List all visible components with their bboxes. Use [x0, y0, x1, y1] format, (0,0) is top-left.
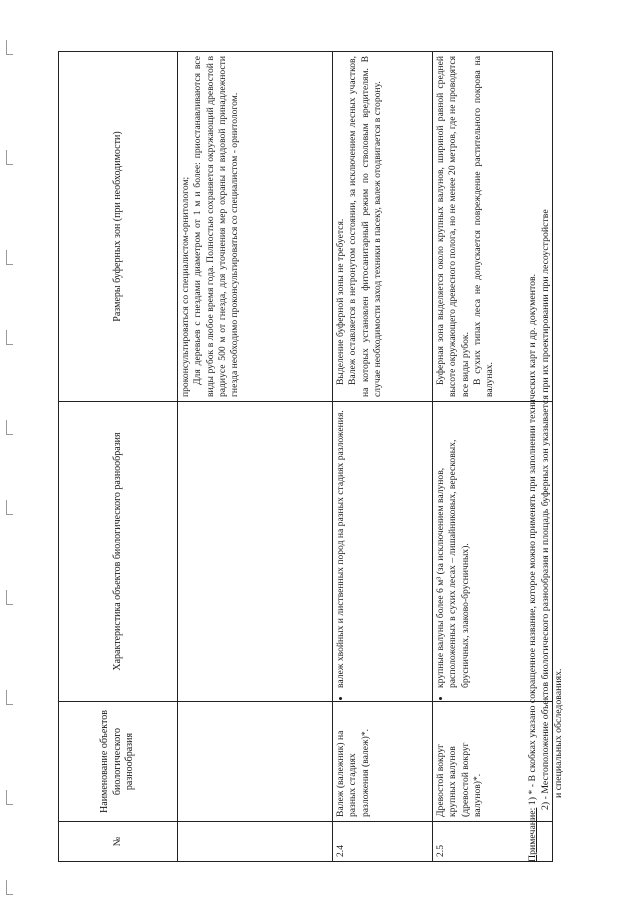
row-characteristics	[178, 402, 333, 702]
note-item-2: 2) - Местоположение объектов биологического разнообразия и площадь буферных зон указывается при их проектировании при лесоустройстве	[540, 209, 552, 810]
header-characteristics: Характеристика объектов биологического разнообразия	[59, 402, 178, 702]
header-num: №	[59, 822, 178, 862]
note-item-2-cont: и специальных обследованиях.	[553, 668, 565, 798]
buffer-paragraph: Выделение буферной зоны не требуется.	[335, 218, 346, 385]
note-label: Примечание:	[527, 807, 538, 862]
table-header-row	[59, 52, 178, 862]
row-number	[178, 822, 333, 862]
characteristics-list	[435, 406, 472, 697]
row-number: 2.5	[433, 822, 553, 862]
note-line-1	[526, 52, 539, 862]
rotated-document-page	[58, 22, 618, 892]
table-row	[178, 52, 333, 862]
note-item-1: 1) * - В скобках указано сокращенное название, которое можно применять при заполнении технических карт и др. документов.	[527, 273, 538, 806]
table-row	[333, 52, 433, 862]
buffer-paragraph: Валеж оставляется в нетронутом состоянии, за исключением лесных участков, на которых установлен фитосанитарный режим по стволовым вредителям. В случае необходимости заход техники в пасеку, валеж отодвигается в сторону.	[347, 56, 383, 397]
characteristics-list	[335, 406, 347, 697]
buffer-paragraph: проконсультироваться со специалистом-орнитологом;	[180, 176, 191, 397]
characteristic-item: • валеж хвойных и лиственных пород на разных стадиях разложения.	[335, 406, 347, 688]
scan-edge-marks	[6, 0, 14, 905]
buffer-paragraph: Буферная зона выделяется около крупных валунов, шириной равной средней высоте окружающего древесного полога, но не менее 20 метров, где не проводятся все виды рубок.	[435, 56, 471, 397]
row-number: 2.4	[333, 822, 433, 862]
row-characteristics	[333, 402, 433, 702]
row-object-name: Древостой вокруг крупных валунов (древостой вокруг валунов)*.	[433, 702, 553, 822]
buffer-paragraph: Для деревьев с гнездами диаметром от 1 м и более: приостанавливаются все виды рубок в любое время года. Полностью сохраняется окружающий древостой в радиусе 500 м от гнезда, для уточнения мер охраны и видовой принадлежности гнезда необходимо проконсультироваться со специалистом - орнитологом.	[192, 56, 241, 397]
row-buffer-zone	[178, 52, 333, 402]
biodiversity-table	[58, 51, 553, 862]
header-buffer-zones: Размеры буферных зон (при необходимости)	[59, 52, 178, 402]
row-buffer-zone	[333, 52, 433, 402]
header-name: Наименование объектов биологического разнообразия	[59, 702, 178, 822]
row-object-name: Валеж (валежник) на разных стадиях разложения (валеж)*.	[333, 702, 433, 822]
buffer-paragraph: В сухих типах леса не допускается повреждение растительного покрова на валунах.	[471, 56, 496, 397]
table-body	[178, 52, 553, 862]
characteristic-item: • крупные валуны более 6 м³ (за исключением валунов, расположенных в сухих лесах – лишайниковых, вересковых, брусничных, злаково-брусничных).	[435, 406, 472, 688]
row-object-name	[178, 702, 333, 822]
notes-block	[526, 52, 566, 862]
